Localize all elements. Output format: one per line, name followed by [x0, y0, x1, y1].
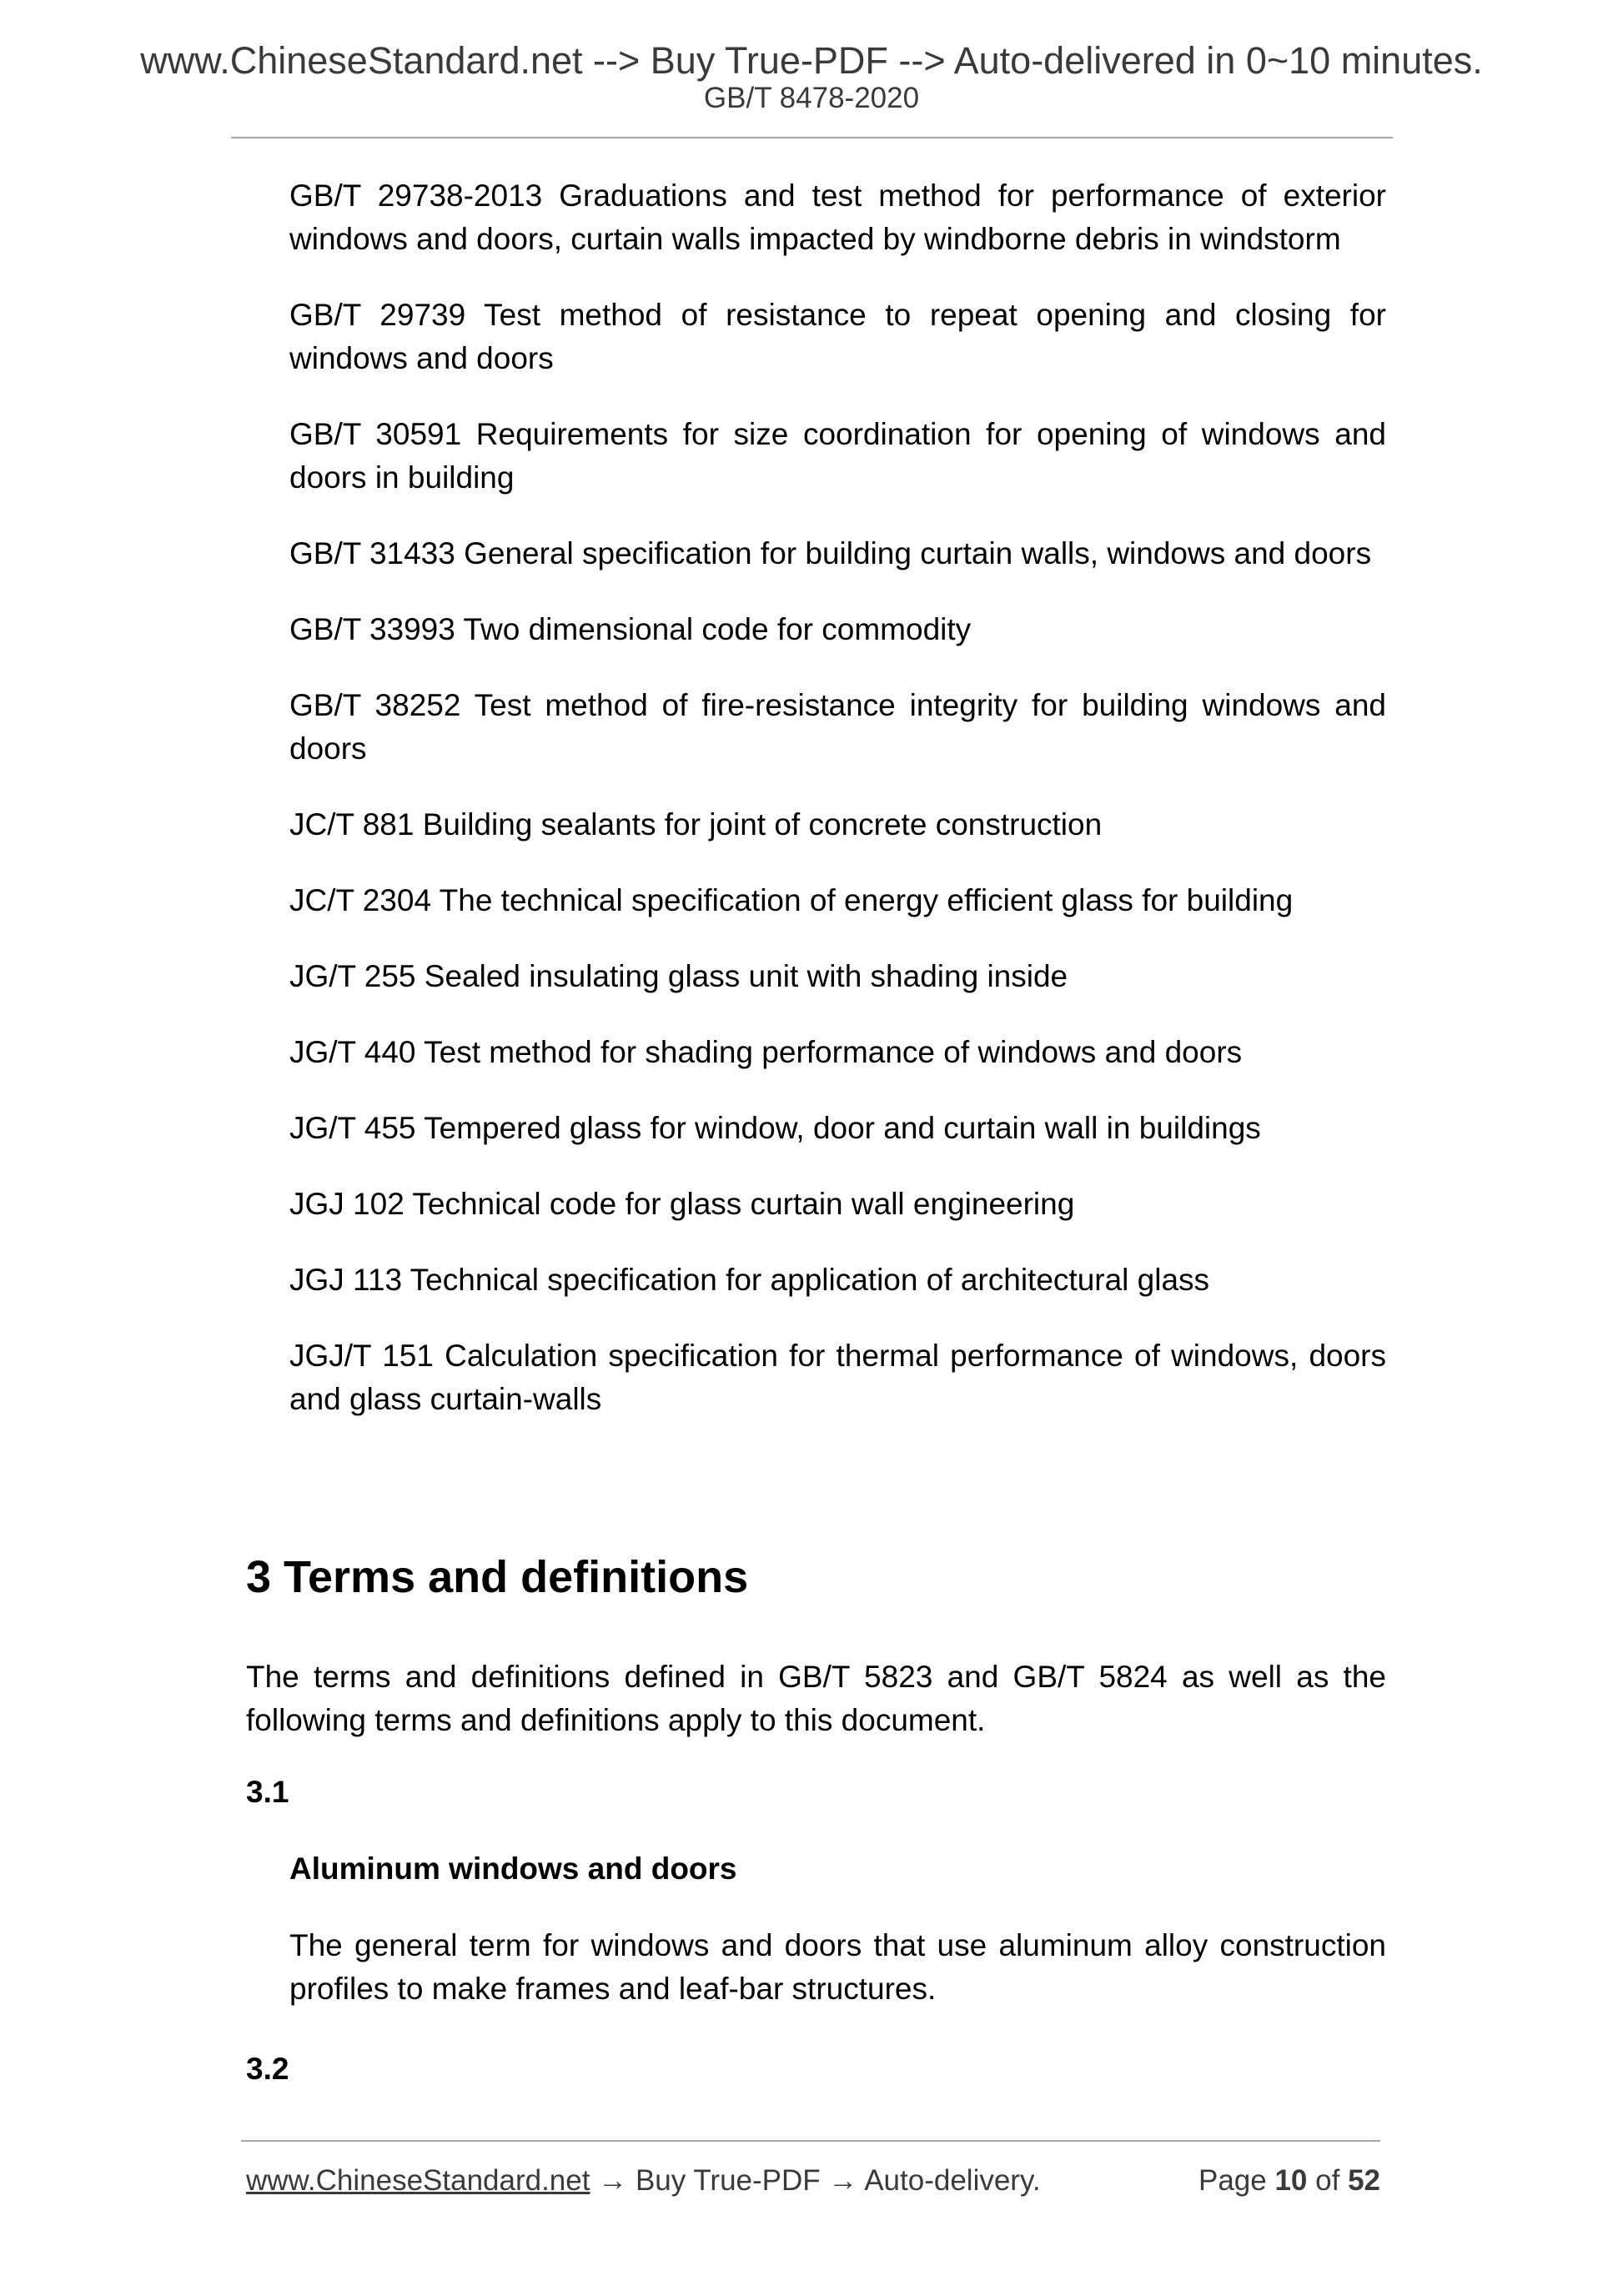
footer-divider [241, 2140, 1380, 2142]
reference-item: JC/T 881 Building sealants for joint of concrete construction [289, 807, 1103, 842]
site-link[interactable]: www.ChineseStandard.net [246, 2164, 590, 2197]
of-label: of [1315, 2164, 1340, 2197]
arrow-right-icon: → [598, 2164, 628, 2197]
arrow-right-icon: → [828, 2164, 858, 2197]
reference-item: GB/T 31433 General specification for building curtain walls, windows and doors [289, 536, 1372, 570]
total-pages: 52 [1348, 2164, 1380, 2197]
clause-number: 3.1 [246, 1775, 289, 1809]
section-heading: 3 Terms and definitions [246, 1552, 749, 1602]
reference-item: JGJ/T 151 Calculation specification for thermal performance of windows, doors and glass curtain-walls [289, 1339, 1386, 1416]
reference-item: JC/T 2304 The technical specification of energy efficient glass for building [289, 883, 1294, 917]
page-label: Page [1198, 2164, 1267, 2197]
page-number: 10 [1274, 2164, 1308, 2197]
header-divider [231, 137, 1393, 138]
document-code: GB/T 8478-2020 [703, 82, 920, 114]
header-banner: www.ChineseStandard.net --> Buy True-PDF --> Auto-delivered in 0~10 minutes. [140, 39, 1483, 82]
reference-item: GB/T 30591 Requirements for size coordination for opening of windows and doors in building [289, 417, 1386, 495]
reference-item: JG/T 440 Test method for shading performance of windows and doors [289, 1035, 1243, 1069]
reference-item: JG/T 255 Sealed insulating glass unit with shading inside [289, 959, 1068, 993]
reference-item: JGJ 113 Technical specification for application of architectural glass [289, 1263, 1210, 1297]
reference-item: GB/T 29738-2013 Graduations and test method for performance of exterior windows and doors, curtain walls impacted by windborne debris in windstorm [289, 178, 1386, 256]
term-title: Aluminum windows and doors [289, 1851, 737, 1886]
footer-links [246, 2162, 1041, 2199]
reference-item: GB/T 33993 Two dimensional code for commodity [289, 612, 972, 646]
page-indicator [1198, 2162, 1380, 2199]
clause-number: 3.2 [246, 2052, 289, 2086]
buy-pdf-text: Buy True-PDF [635, 2164, 821, 2197]
reference-item: JG/T 455 Tempered glass for window, door and curtain wall in buildings [289, 1111, 1261, 1145]
reference-item: GB/T 38252 Test method of fire-resistance integrity for building windows and doors [289, 688, 1386, 766]
section-intro: The terms and definitions defined in GB/T 5823 and GB/T 5824 as well as the following terms and definitions apply to this document. [246, 1660, 1386, 1737]
term-definition: The general term for windows and doors that use aluminum alloy construction profiles to make frames and leaf-bar structures. [289, 1928, 1386, 2006]
page-footer [246, 2162, 1380, 2199]
auto-delivery-text: Auto-delivery. [864, 2164, 1041, 2197]
normative-references-list [289, 174, 1386, 1454]
reference-item: JGJ 102 Technical code for glass curtain wall engineering [289, 1187, 1075, 1221]
reference-item: GB/T 29739 Test method of resistance to repeat opening and closing for windows and doors [289, 298, 1386, 375]
